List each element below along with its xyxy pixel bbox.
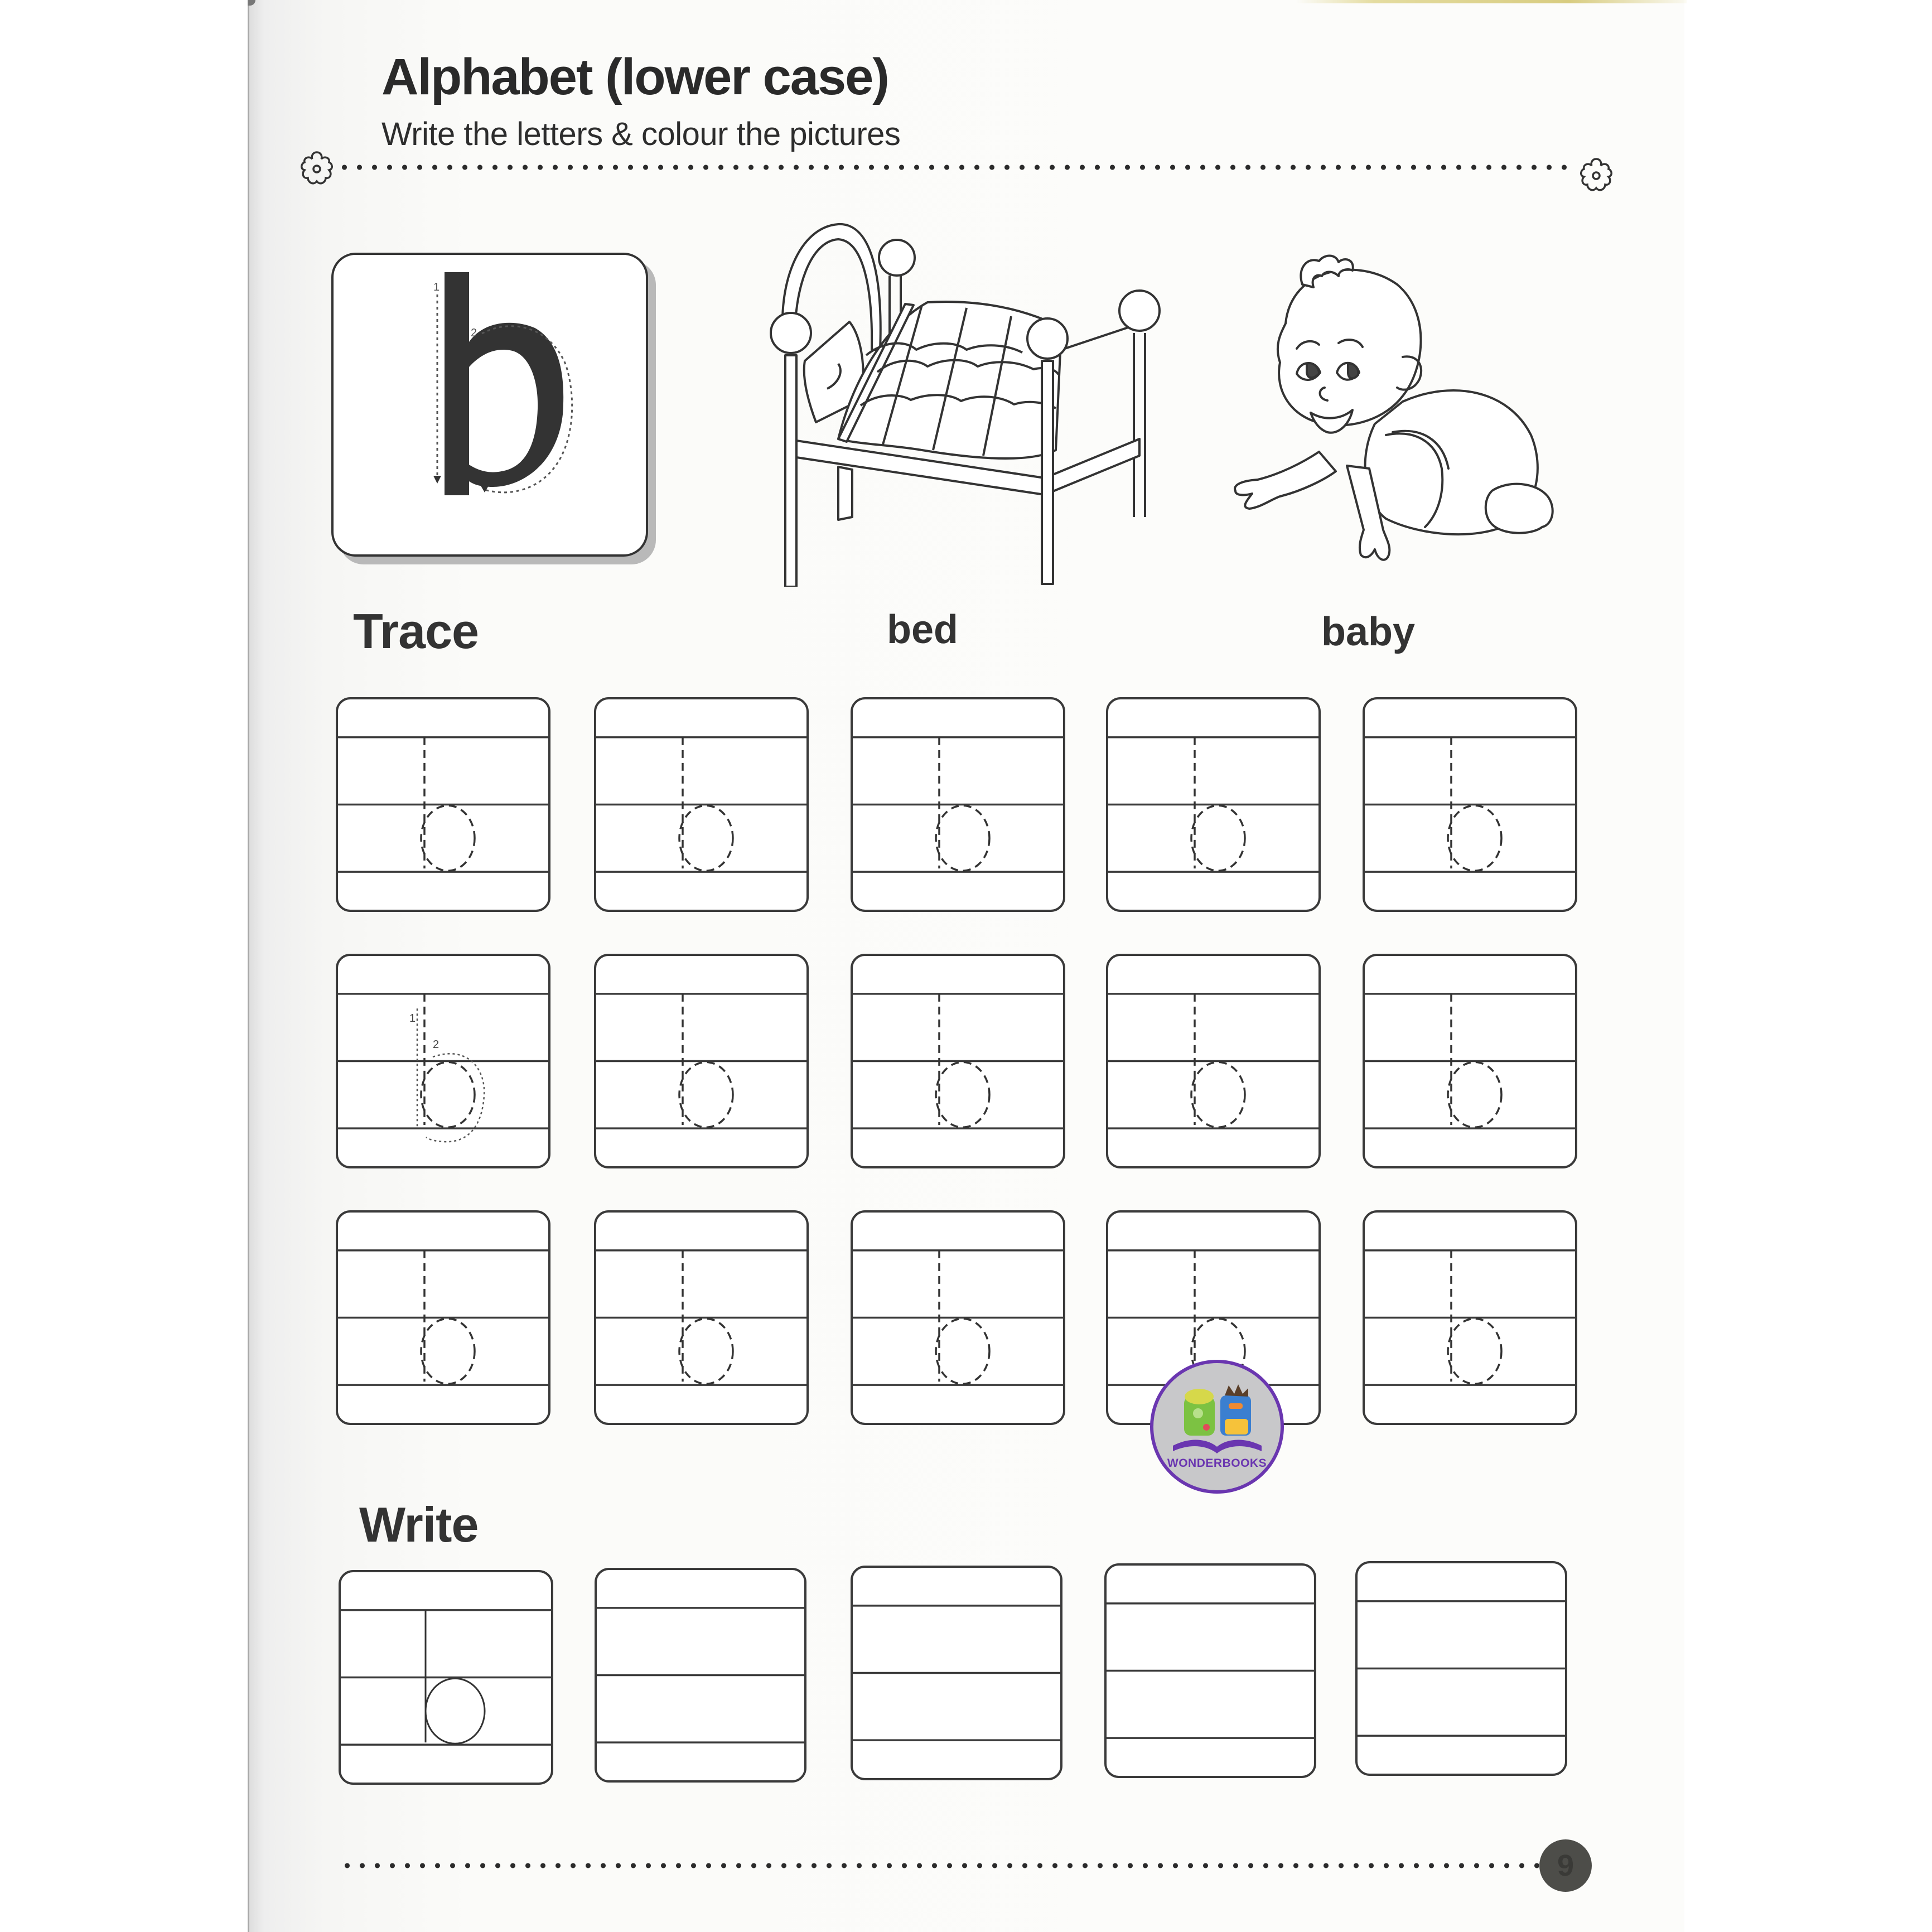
letter-b-stroke-guide-icon xyxy=(331,253,644,552)
write-blank-box[interactable] xyxy=(1355,1561,1567,1776)
writing-guide-lines-icon xyxy=(1107,1566,1314,1776)
trace-box[interactable] xyxy=(1363,954,1577,1168)
page-subtitle: Write the letters & colour the pictures xyxy=(381,116,901,152)
dashed-letter-b-icon xyxy=(338,699,548,910)
write-blank-box[interactable] xyxy=(851,1566,1062,1780)
trace-box[interactable] xyxy=(336,954,550,1168)
trace-box[interactable] xyxy=(851,697,1065,912)
write-blank-box[interactable] xyxy=(595,1568,806,1783)
dashed-letter-b-icon xyxy=(853,699,1063,910)
page-number: 9 xyxy=(1557,1849,1574,1882)
featured-letter-card xyxy=(331,253,648,557)
workbook-page xyxy=(248,0,1684,1932)
dashed-letter-b-icon xyxy=(1365,699,1575,910)
writing-guide-lines-icon xyxy=(597,1570,804,1780)
dashed-letter-b-icon xyxy=(853,956,1063,1166)
write-blank-box[interactable] xyxy=(1104,1563,1316,1778)
footer-dotted-line xyxy=(340,1863,1539,1868)
page-title: Alphabet (lower case) xyxy=(381,49,888,105)
trace-box[interactable] xyxy=(1363,697,1577,912)
solid-letter-b-icon xyxy=(341,1572,551,1783)
dashed-letter-b-icon xyxy=(596,956,806,1166)
book-characters-icon xyxy=(1153,1363,1281,1490)
svg-text:2: 2 xyxy=(433,1039,439,1051)
svg-text:2: 2 xyxy=(471,327,477,339)
dashed-letter-b-icon xyxy=(853,1213,1063,1423)
picture-label-bed: bed xyxy=(887,607,959,652)
flower-icon xyxy=(1575,154,1617,197)
watermark-brand-text: WONDERBOOKS xyxy=(1167,1457,1267,1470)
writing-guide-lines-icon xyxy=(1358,1563,1565,1774)
dashed-letter-b-icon xyxy=(1365,1213,1575,1423)
svg-text:1: 1 xyxy=(433,281,440,293)
trace-box[interactable] xyxy=(851,954,1065,1168)
dashed-letter-b-icon xyxy=(596,699,806,910)
dashed-letter-b-icon xyxy=(1108,956,1318,1166)
crawling-baby-illustration-icon xyxy=(1219,245,1564,583)
trace-section-label: Trace xyxy=(353,603,479,659)
trace-box[interactable] xyxy=(851,1210,1065,1425)
trace-box[interactable] xyxy=(1363,1210,1577,1425)
writing-guide-lines-icon xyxy=(853,1568,1060,1778)
dashed-letter-b-icon xyxy=(1365,956,1575,1166)
trace-box[interactable] xyxy=(336,1210,550,1425)
bed-illustration-icon xyxy=(755,216,1184,587)
dashed-letter-b-icon xyxy=(1108,699,1318,910)
dashed-letter-b-icon xyxy=(338,1213,548,1423)
page-top-edge-strip xyxy=(1296,0,1687,3)
picture-label-baby: baby xyxy=(1321,610,1416,654)
svg-text:1: 1 xyxy=(409,1012,416,1025)
header-dotted-divider xyxy=(337,165,1576,170)
write-section-label: Write xyxy=(359,1497,479,1552)
flower-icon xyxy=(296,148,338,190)
page-number-badge xyxy=(1539,1839,1592,1892)
trace-box[interactable] xyxy=(594,1210,809,1425)
write-example-box xyxy=(339,1570,553,1785)
page-corner-shadow xyxy=(248,0,255,6)
trace-box[interactable] xyxy=(594,954,809,1168)
trace-box[interactable] xyxy=(1106,954,1321,1168)
trace-box[interactable] xyxy=(1106,697,1321,912)
trace-box[interactable] xyxy=(594,697,809,912)
dashed-letter-b-icon xyxy=(596,1213,806,1423)
wonderbooks-watermark-logo xyxy=(1150,1360,1284,1494)
dashed-letter-b-icon xyxy=(338,956,548,1166)
trace-box[interactable] xyxy=(336,697,550,912)
